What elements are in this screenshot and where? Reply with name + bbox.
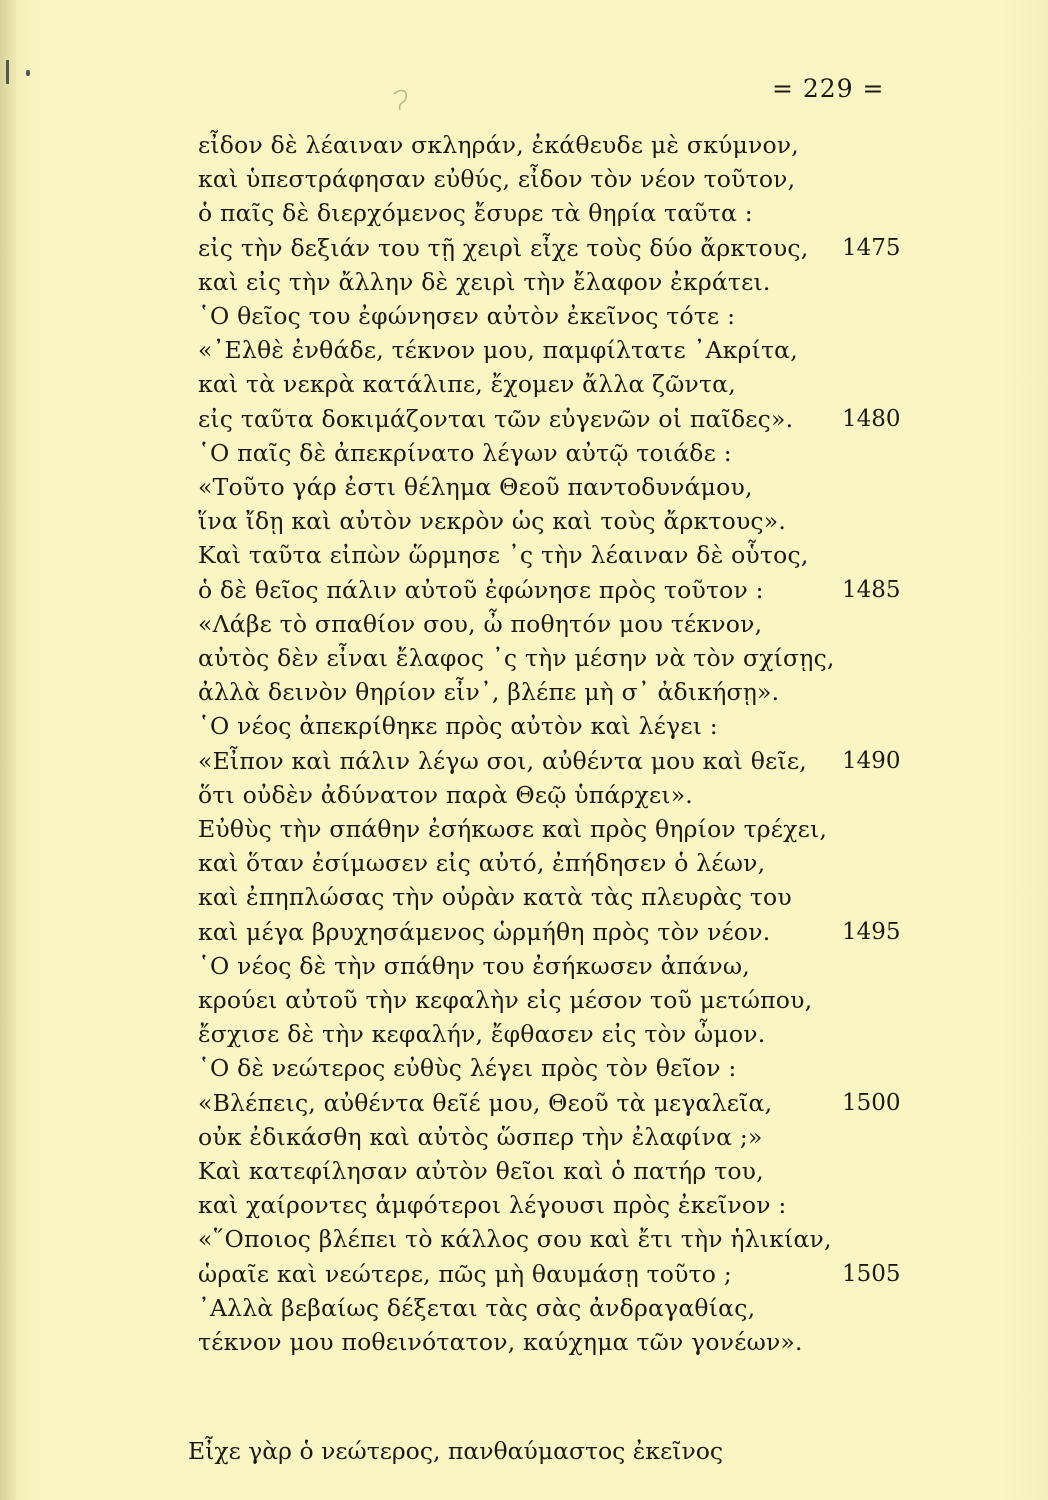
verse-line: «Τοῦτο γάρ ἐστι θέλημα Θεοῦ παντοδυνάμου,: [198, 473, 753, 501]
line-number: 1495: [842, 918, 901, 945]
line-number: 1485: [842, 576, 901, 603]
pencil-mark-icon: [390, 86, 416, 114]
verse-line: ὁ παῖς δὲ διερχόμενος ἔσυρε τὰ θηρία ταῦτα :: [198, 199, 753, 228]
verse-line: Καὶ ταῦτα εἰπὼν ὥρμησε ᾿ς τὴν λέαιναν δὲ οὗτος,: [198, 541, 809, 570]
line-number: 1500: [842, 1089, 901, 1116]
verse-line: ᾿Αλλὰ βεβαίως δέξεται τὰς σὰς ἀνδραγαθίας,: [198, 1293, 756, 1322]
line-number: 1505: [842, 1260, 901, 1287]
verse-line: ἔσχισε δὲ τὴν κεφαλήν, ἔφθασεν εἰς τὸν ὦμον.: [198, 1020, 766, 1049]
verse-line: «᾿Ελθὲ ἐνθάδε, τέκνον μου, παμφίλτατε ᾿Ακρίτα,: [198, 336, 798, 365]
verse-line: Καὶ κατεφίλησαν αὐτὸν θεῖοι καὶ ὁ πατήρ του,: [198, 1157, 764, 1185]
continuation-line: Εἶχε γὰρ ὁ νεώτερος, πανθαύμαστος ἐκεῖνος: [188, 1437, 724, 1465]
verse-line: καὶ ὑπεστράφησαν εὐθύς, εἶδον τὸν νέον τοῦτον,: [198, 165, 796, 194]
verse-line: ῾Ο παῖς δὲ ἀπεκρίνατο λέγων αὐτῷ τοιάδε :: [198, 438, 732, 467]
verse-line: οὐκ ἐδικάσθη καὶ αὐτὸς ὥσπερ τὴν ἐλαφίνα ;»: [198, 1122, 763, 1151]
verse-line: «Βλέπεις, αὐθέντα θεῖέ μου, Θεοῦ τὰ μεγαλεῖα,: [198, 1088, 773, 1117]
verse-line: καὶ ὅταν ἐσίμωσεν εἰς αὐτό, ἐπήδησεν ὁ λέων,: [198, 849, 766, 878]
verse-line: εἰς τὴν δεξιάν του τῇ χειρὶ εἶχε τοὺς δύο ἄρκτους,: [198, 233, 809, 262]
verse-line: καὶ χαίροντες ἀμφότεροι λέγουσι πρὸς ἐκεῖνον :: [198, 1191, 787, 1220]
verse-line: καὶ εἰς τὴν ἄλλην δὲ χειρὶ τὴν ἔλαφον ἐκράτει.: [198, 267, 771, 296]
verse-line: ἀλλὰ δεινὸν θηρίον εἶν᾿, βλέπε μὴ σ᾿ ἀδικήσῃ».: [198, 678, 780, 707]
verse-line: ῾Ο νέος ἀπεκρίθηκε πρὸς αὐτὸν καὶ λέγει :: [198, 712, 718, 741]
verse-line: «῞Οποιος βλέπει τὸ κάλλος σου καὶ ἔτι τὴν ἡλικίαν,: [198, 1225, 832, 1254]
verse-line: κρούει αὐτοῦ τὴν κεφαλὴν εἰς μέσον τοῦ μετώπου,: [198, 986, 813, 1014]
margin-mark: [6, 60, 9, 84]
line-number: 1490: [842, 747, 901, 774]
page-number: = 229 =: [772, 74, 885, 103]
verse-line: ῾Ο δὲ νεώτερος εὐθὺς λέγει πρὸς τὸν θεῖον :: [198, 1054, 737, 1083]
verse-line: ὁ δὲ θεῖος πάλιν αὐτοῦ ἐφώνησε πρὸς τοῦτον :: [198, 575, 764, 604]
verse-line: ὡραῖε καὶ νεώτερε, πῶς μὴ θαυμάσῃ τοῦτο ;: [198, 1259, 732, 1288]
verse-line: ὅτι οὐδὲν ἀδύνατον παρὰ Θεῷ ὑπάρχει».: [198, 780, 693, 809]
verse-line: καὶ μέγα βρυχησάμενος ὡρμήθη πρὸς τὸν νέον.: [198, 917, 771, 946]
verse-line: «Λάβε τὸ σπαθίον σου, ὦ ποθητόν μου τέκνον,: [198, 609, 763, 638]
verse-line: εἰς ταῦτα δοκιμάζονται τῶν εὐγενῶν οἱ παῖδες».: [198, 404, 794, 433]
binding-edge: [0, 0, 16, 1500]
line-number: 1480: [842, 405, 901, 432]
verse-line: ῾Ο θεῖος του ἐφώνησεν αὐτὸν ἐκεῖνος τότε :: [198, 302, 736, 330]
verse-line: ῾Ο νέος δὲ τὴν σπάθην του ἐσήκωσεν ἀπάνω,: [198, 951, 750, 980]
verse-line: εἶδον δὲ λέαιναν σκληράν, ἐκάθευδε μὲ σκύμνον,: [198, 131, 799, 159]
line-number: 1475: [842, 234, 901, 261]
verse-line: τέκνον μου ποθεινότατον, καύχημα τῶν γονέων».: [198, 1328, 803, 1356]
verse-line: καὶ τὰ νεκρὰ κατάλιπε, ἔχομεν ἄλλα ζῶντα,: [198, 370, 736, 399]
margin-mark: [26, 70, 30, 76]
verse-line: ἵνα ἴδῃ καὶ αὐτὸν νεκρὸν ὡς καὶ τοὺς ἄρκτους».: [198, 507, 787, 536]
verse-line: καὶ ἐπηπλώσας τὴν οὐρὰν κατὰ τὰς πλευρὰς του: [198, 883, 792, 912]
verse-line: «Εἶπον καὶ πάλιν λέγω σοι, αὐθέντα μου καὶ θεῖε,: [198, 746, 807, 775]
verse-line: Εὐθὺς τὴν σπάθην ἐσήκωσε καὶ πρὸς θηρίον τρέχει,: [198, 815, 828, 843]
verse-line: αὐτὸς δὲν εἶναι ἔλαφος ᾿ς τὴν μέσην νὰ τὸν σχίσῃς,: [198, 644, 835, 672]
